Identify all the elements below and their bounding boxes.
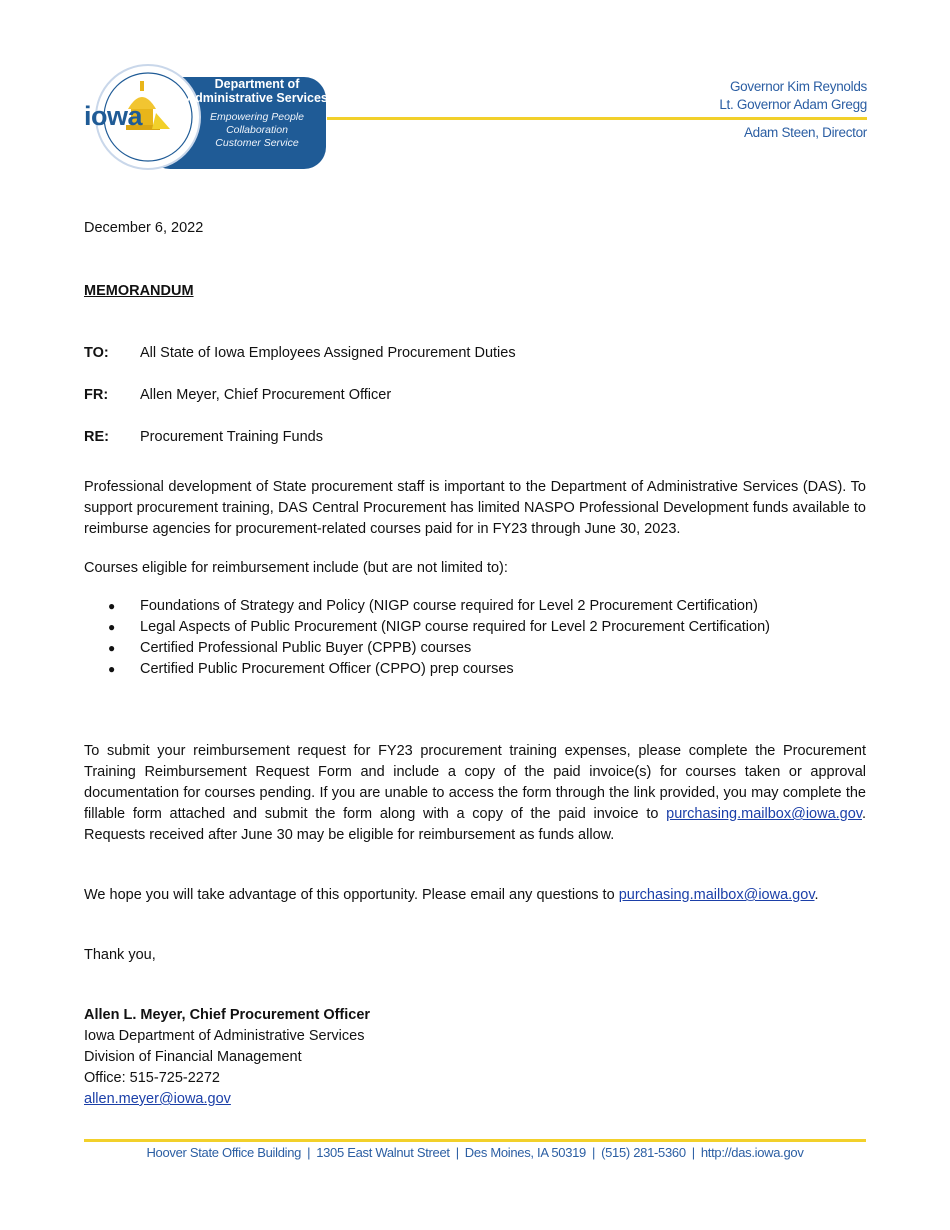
list-item: ● Certified Professional Public Buyer (CPPB) courses (108, 638, 770, 659)
submit-text: To submit your reimbursement request for FY23 procurement training expenses, please complete the Procurement Training Reimbursement Request Form and include a copy of the paid invoice(s) for courses taken or approval documentation for courses pending. If you are unable to access the form through the link provided, you may complete the fillable form attached and submit the form along with a copy of the paid invoice to (84, 743, 866, 822)
purchasing-email-link[interactable]: purchasing.mailbox@iowa.gov (666, 806, 862, 822)
logo-text-block (186, 77, 328, 150)
footer-divider (84, 1139, 866, 1142)
signature-division: Division of Financial Management (84, 1049, 302, 1065)
re-value: Procurement Training Funds (140, 429, 323, 445)
questions-email-link[interactable]: purchasing.mailbox@iowa.gov (618, 887, 815, 903)
director-name: Adam Steen, Director (743, 125, 867, 140)
signature-block (84, 1005, 370, 1110)
list-item: ● Legal Aspects of Public Procurement (NIGP course required for Level 2 Procurement Certification) (108, 617, 770, 638)
footer-address: Hoover State Office Building | 1305 East Walnut Street | Des Moines, IA 50319 | (515) 281-5360 | http://das.iowa.gov (146, 1145, 804, 1160)
logo-dept-line2: Administrative Services (186, 91, 328, 105)
questions-paragraph (84, 885, 866, 906)
intro-paragraph: Professional development of State procurement staff is important to the Department of Administrative Services (DAS). To support procurement training, DAS Central Procurement has limited NASPO Professional Development funds available to reimburse agencies for procurement-related courses paid for in FY23 through June 30, 2023. (84, 479, 866, 537)
submit-text-end: . Requests received after June 30 may be eligible for reimbursement as funds allow. (84, 806, 867, 843)
footer-street: 1305 East Walnut Street (316, 1145, 450, 1160)
signature-office: Office: 515-725-2272 (84, 1070, 220, 1086)
lt-governor-name: Lt. Governor Adam Gregg (719, 97, 867, 112)
list-item: ● Certified Public Procurement Officer (CPPO) prep courses (108, 659, 770, 680)
signature-email-link[interactable]: allen.meyer@iowa.gov (84, 1091, 231, 1107)
footer-building: Hoover State Office Building (146, 1145, 302, 1160)
signature-org: Iowa Department of Administrative Services (84, 1028, 365, 1044)
courses-list (108, 596, 770, 680)
re-label: RE: (84, 429, 109, 445)
closing: Thank you, (84, 947, 156, 963)
fr-value: Allen Meyer, Chief Procurement Officer (140, 387, 392, 403)
memo-heading: MEMORANDUM (84, 283, 194, 299)
courses-intro: Courses eligible for reimbursement include (but are not limited to): (84, 560, 508, 576)
footer-city: Des Moines, IA 50319 (464, 1145, 586, 1160)
iowa-wordmark: iowa (84, 101, 143, 131)
signature-name: Allen L. Meyer, Chief Procurement Officer (84, 1007, 371, 1023)
questions-text: We hope you will take advantage of this opportunity. Please email any questions to (84, 887, 615, 903)
das-logo (82, 63, 328, 171)
submit-paragraph (84, 741, 866, 846)
logo-tagline1: Empowering People (210, 111, 304, 123)
footer-phone: (515) 281-5360 (601, 1145, 686, 1160)
footer-url-link[interactable]: http://das.iowa.gov (700, 1145, 804, 1160)
logo-dept-line1: Department of (214, 77, 300, 91)
officials-block (719, 78, 867, 114)
logo-tagline2: Collaboration (226, 124, 288, 136)
questions-text-end: . (814, 887, 819, 903)
to-value: All State of Iowa Employees Assigned Procurement Duties (140, 345, 516, 361)
governor-name: Governor Kim Reynolds (729, 79, 867, 94)
logo-tagline3: Customer Service (215, 137, 299, 149)
list-item: ● Foundations of Strategy and Policy (NIGP course required for Level 2 Procurement Certification) (108, 596, 770, 617)
header-divider (327, 117, 867, 120)
memo-date: December 6, 2022 (84, 220, 204, 236)
to-label: TO: (84, 345, 109, 361)
fr-label: FR: (84, 387, 109, 403)
